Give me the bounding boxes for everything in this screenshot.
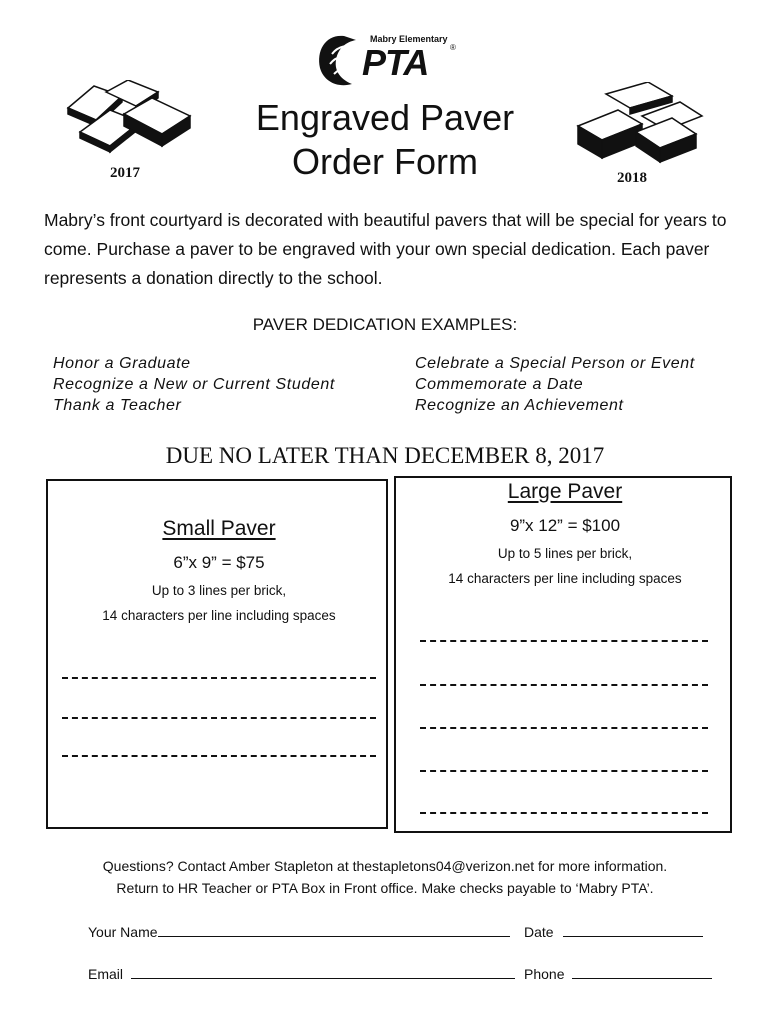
engraving-line-input[interactable] <box>420 684 708 686</box>
examples-left-list <box>53 353 335 416</box>
examples-heading: PAVER DEDICATION EXAMPLES: <box>252 315 518 334</box>
intro-paragraph: Mabry’s front courtyard is decorated with beautiful pavers that will be special for years to come. Purchase a paver to be engraved with your own special dedication. Each paver represents a donation directly to the school. <box>44 210 727 288</box>
phone-field-row <box>524 964 712 982</box>
registered-mark: ® <box>450 43 456 52</box>
example-item: Honor a Graduate <box>53 355 191 372</box>
form-title-line2: Order Form <box>291 141 478 182</box>
pta-logo-text: PTA <box>362 42 429 83</box>
large-paver-chars-info: 14 characters per line including spaces <box>448 571 682 586</box>
phone-field[interactable] <box>572 964 712 979</box>
large-paver-price: 9”x 12” = $100 <box>509 516 621 535</box>
date-label: Date <box>524 924 554 940</box>
engraving-line-input[interactable] <box>420 812 708 814</box>
small-paver-chars-info: 14 characters per line including spaces <box>102 608 336 623</box>
email-field-row <box>88 964 515 982</box>
return-instructions: Return to HR Teacher or PTA Box in Front office. Make checks payable to ‘Mabry PTA’. <box>116 880 654 896</box>
examples-right-list <box>415 353 695 416</box>
engraving-line-input[interactable] <box>420 640 708 642</box>
example-item: Celebrate a Special Person or Event <box>415 355 695 372</box>
email-label: Email <box>88 966 124 982</box>
small-paver-lines-info: Up to 3 lines per brick, <box>151 583 287 598</box>
large-paver-title: Large Paver <box>507 480 623 503</box>
example-item: Recognize an Achievement <box>415 397 624 414</box>
engraving-line-input[interactable] <box>62 717 376 719</box>
engraving-line-input[interactable] <box>62 677 376 679</box>
email-field[interactable] <box>131 964 515 979</box>
name-field-row <box>88 922 510 940</box>
example-item: Commemorate a Date <box>415 376 584 393</box>
large-paver-box <box>394 476 732 833</box>
engraving-line-input[interactable] <box>420 727 708 729</box>
form-title <box>200 96 570 184</box>
year-right: 2018 <box>617 170 647 186</box>
example-item: Thank a Teacher <box>53 397 182 414</box>
form-title-line1: Engraved Paver <box>255 97 515 138</box>
due-date-heading: DUE NO LATER THAN DECEMBER 8, 2017 <box>165 443 605 468</box>
paver-bricks-right-illustration <box>576 82 710 176</box>
date-field[interactable] <box>563 922 703 937</box>
date-field-row <box>524 922 703 940</box>
small-paver-price: 6”x 9” = $75 <box>173 553 265 572</box>
year-left: 2017 <box>110 165 140 181</box>
example-item: Recognize a New or Current Student <box>53 376 335 393</box>
engraving-line-input[interactable] <box>420 770 708 772</box>
small-paver-box <box>46 479 388 829</box>
school-name-logo-text: Mabry Elementary <box>370 34 448 44</box>
name-label: Your Name <box>88 924 158 940</box>
small-paver-title: Small Paver <box>162 517 276 540</box>
phone-label: Phone <box>524 966 565 982</box>
name-field[interactable] <box>158 922 510 937</box>
engraving-line-input[interactable] <box>62 755 376 757</box>
contact-info: Questions? Contact Amber Stapleton at thestapletons04@verizon.net for more information. <box>102 858 668 874</box>
paver-bricks-left-illustration <box>66 80 196 170</box>
large-paver-lines-info: Up to 5 lines per brick, <box>497 546 633 561</box>
